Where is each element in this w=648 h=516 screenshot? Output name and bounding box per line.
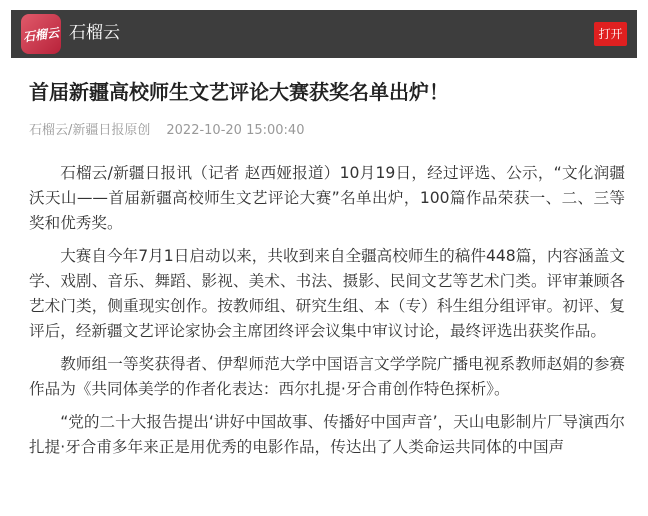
app-name: 石榴云 [69, 23, 120, 43]
article-meta [29, 121, 304, 141]
article-timestamp: 2022-10-20 15:00:40 [166, 123, 305, 138]
article-title: 首届新疆高校师生文艺评论大赛获奖名单出炉！ [29, 80, 449, 104]
article-paragraph: 石榴云/新疆日报讯（记者 赵西娅报道）10月19日，经过评选、公示，“文化润疆沃天山——首届新疆高校师生文艺评论大赛”名单出炉，100篇作品荣获一、二、三等奖和优秀奖。 [29, 164, 625, 232]
article-paragraph: 教师组一等奖获得者、伊犁师范大学中国语言文学学院广播电视系教师赵娟的参赛作品为《共同体美学的作者化表达：西尔扎提·牙合甫创作特色探析》。 [29, 355, 625, 398]
app-header-bar [11, 10, 637, 58]
article-body [29, 161, 625, 468]
article-source: 石榴云/新疆日报原创 [29, 123, 151, 138]
logo-text: 石榴云 [22, 25, 60, 44]
app-logo[interactable] [21, 14, 61, 54]
open-app-button[interactable]: 打开 [594, 22, 627, 46]
article-paragraph: “党的二十大报告提出‘讲好中国故事、传播好中国声音’，天山电影制片厂导演西尔扎提·牙合甫多年来正是用优秀的电影作品，传达出了人类命运共同体的中国声 [29, 413, 625, 456]
article-paragraph: 大赛自今年7月1日启动以来，共收到来自全疆高校师生的稿件448篇，内容涵盖文学、戏剧、音乐、舞蹈、影视、美术、书法、摄影、民间文艺等艺术门类。评审兼顾各艺术门类，侧重现实创作。按教师组、研究生组、本（专）科生组分组评审。初评、复评后，经新疆文艺评论家协会主席团终评会议集中审议讨论，最终评选出获奖作品。 [29, 247, 625, 340]
